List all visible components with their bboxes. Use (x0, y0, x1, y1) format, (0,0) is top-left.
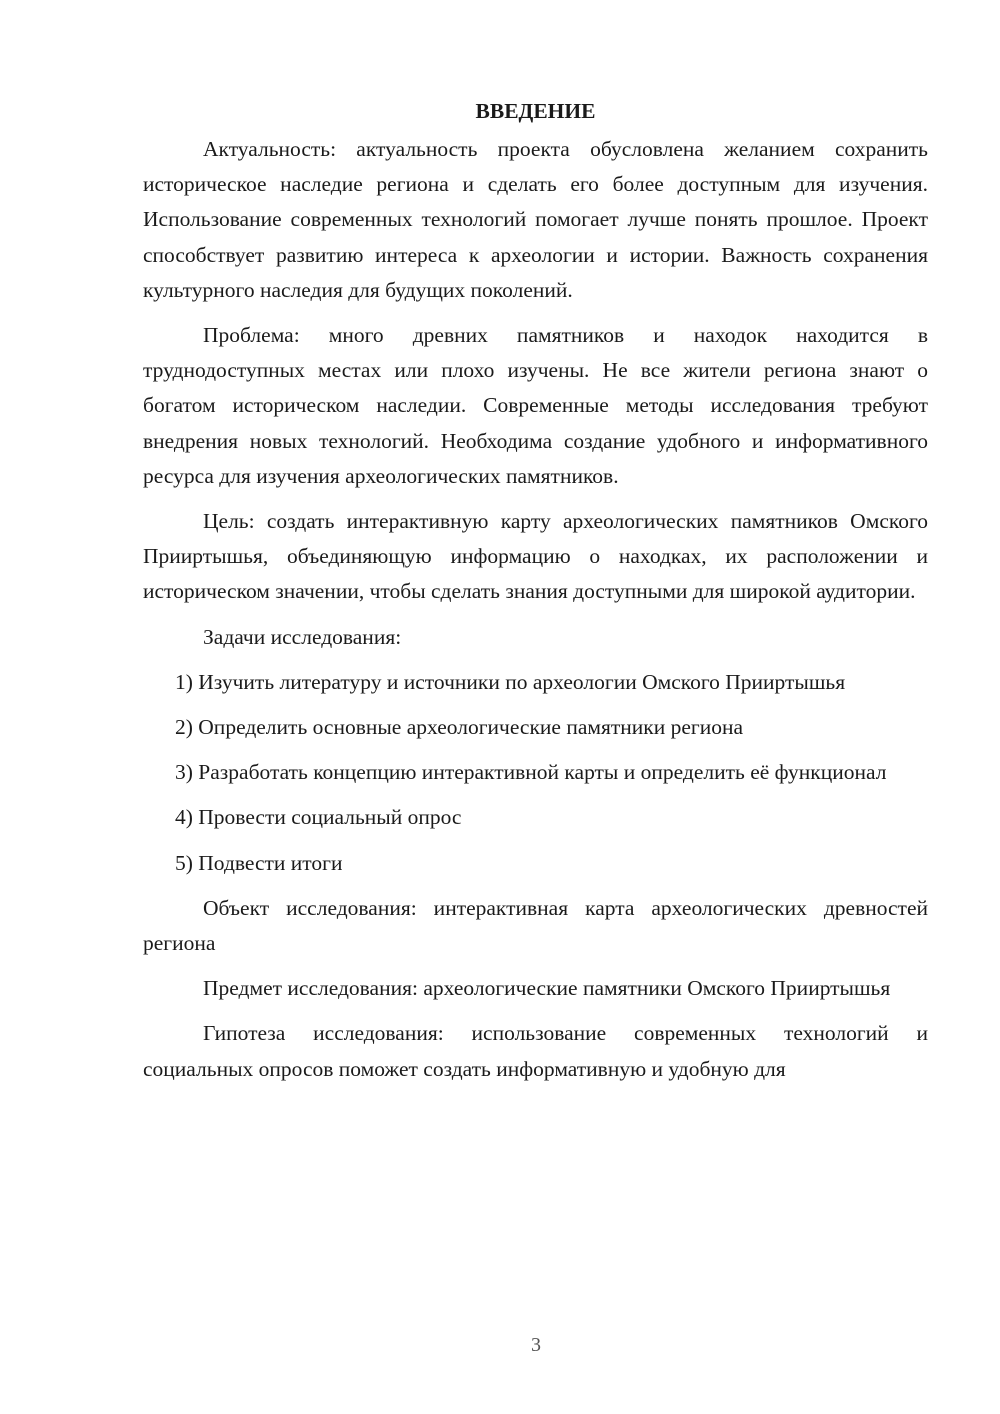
paragraph-hypothesis: Гипотеза исследования: использование современных технологий и социальных опросов поможет создать информативную и удобную для (143, 1021, 928, 1081)
paragraph-tasks-heading: Задачи исследования: (203, 624, 402, 649)
paragraph-object: Объект исследования: интерактивная карта археологических древностей региона (143, 895, 928, 956)
task-item-5: 5) Подвести итоги (175, 850, 343, 875)
task-item-1: 1) Изучить литературу и источники по археологии Омского Прииртышья (175, 669, 846, 694)
paragraph-relevance: Актуальность: актуальность проекта обусловлена желанием сохранить историческое наследие региона и сделать его более доступным для изучения. Использование современных технологий помогает лучше понять прошлое. Проект способствует развитию интереса к археологии и истории. Важность сохранения культурного наследия для будущих поколений. (143, 137, 928, 302)
page-title: ВВЕДЕНИЕ (475, 99, 596, 123)
task-item-3: 3) Разработать концепцию интерактивной карты и определить её функционал (175, 760, 887, 785)
task-item-2: 2) Определить основные археологические памятники региона (175, 715, 744, 740)
paragraph-problem: Проблема: много древних памятников и находок находится в труднодоступных местах или плохо изучены. Не все жители региона знают о богатом историческом наследии. Современные методы исследования требуют внедрения новых технологий. Необходима создание удобного и информативного ресурса для изучения археологических памятников. (143, 323, 928, 488)
paragraph-goal: Цель: создать интерактивную карту археологических памятников Омского Прииртышья, объединяющую информацию о находках, их расположении и историческом значении, чтобы сделать знания доступными для широкой аудитории. (143, 509, 928, 604)
paragraph-subject: Предмет исследования: археологические памятники Омского Прииртышья (203, 976, 891, 1001)
page-number: 3 (531, 1334, 541, 1356)
task-item-4: 4) Провести социальный опрос (175, 805, 462, 830)
document-page (143, 96, 928, 1097)
